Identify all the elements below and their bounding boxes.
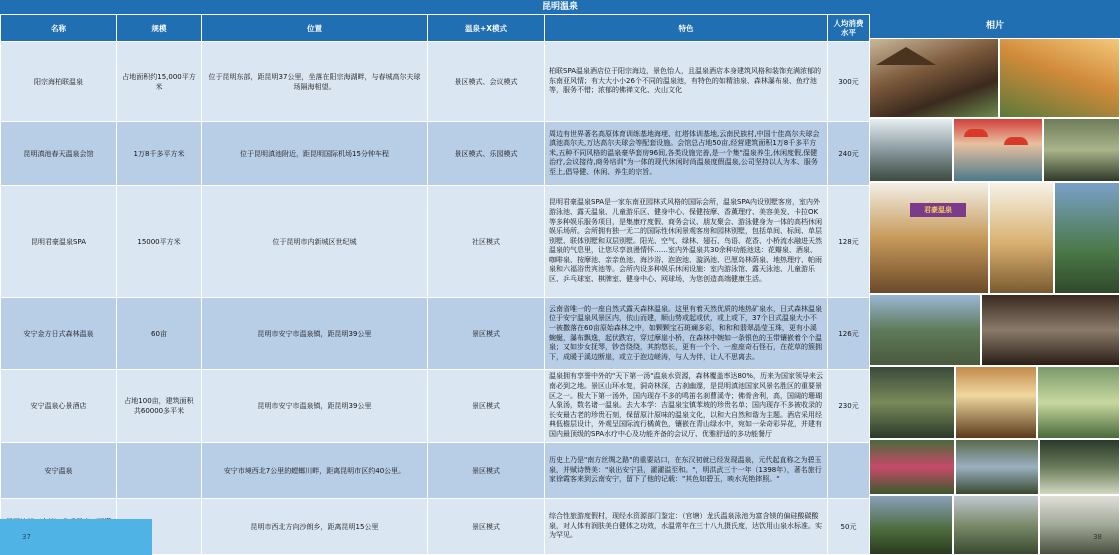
hot-spring-table xyxy=(0,14,870,555)
cell-price: 128元 xyxy=(828,186,870,298)
cell-mode: 社区模式 xyxy=(428,186,545,298)
header-feature: 特色 xyxy=(545,15,828,42)
cell-location: 昆明市安宁市温泉镇，距昆明39公里 xyxy=(202,298,428,370)
cell-name: 阳宗海柏联温泉 xyxy=(1,42,117,122)
table-row xyxy=(1,443,870,499)
header-location: 位置 xyxy=(202,15,428,42)
cell-name: 安宁金方日式森林温泉 xyxy=(1,298,117,370)
cell-price: 126元 xyxy=(828,298,870,370)
cell-price: 50元 xyxy=(828,499,870,555)
photo-junhao-palms xyxy=(1054,182,1120,294)
cell-price: 230元 xyxy=(828,370,870,443)
cell-name: 安宁温泉 xyxy=(1,443,117,499)
cell-location: 位于昆明东部，距昆明37公里，坐落在阳宗海湖畔，与春城高尔夫球场隔海相望。 xyxy=(202,42,428,122)
photo-dianchi-building xyxy=(869,118,953,182)
cell-scale xyxy=(117,443,202,499)
cell-feature: 综合性旅游度假村，现经水资源部门鉴定：（官塘）龙氏温泉泳池为富含镁的偏硅酸碳酸泉，对人体有润肤美白健体之功效，水温常年在三十八九摄氏度，达饮用山泉水标准。实为罕见。 xyxy=(545,499,828,555)
cell-scale: 15000平方米 xyxy=(117,186,202,298)
header-name: 名称 xyxy=(1,15,117,42)
cell-location: 昆明市西北方向沙朗乡，距离昆明15公里 xyxy=(202,499,428,555)
cell-location: 昆明市安宁市温泉镇，距昆明39公里 xyxy=(202,370,428,443)
cell-feature: 历史上乃是"南方丝绸之路"的重要站口，在东汉初就已经发现温泉，元代起直称之为碧玉泉，并赋诗赞美："泉出安宁县，濯濯溢至和。"，明洪武三十一年（1398年），著名旅行家徐霞客来到云南安宁，留下了他的记载："其色如碧玉，映水光艳摔照。" xyxy=(545,443,828,499)
cell-feature: 云南省唯一的一座自然式露天森林温泉。这里有着天然优质的地热矿泉水，日式森林温泉位于安宁温泉风景区内，依山而建，顺山势或起或伏，或上或下，37个日式温泉大小不一被撒落在60亩原始森林之中，如颗颗宝石斑斓多彩，和和和翡翠晶莹玉珠，更有小溪蜿蜒，瀑布飘逸，起伏跌宕，穿过摩崖小桥，在森林中婉如一条银色的玉带镶嵌着个个温泉；又如步女抚琴，钞音绕绕，其韵悠长，更有一个个、一座座奇石怪石，在花草的簇拥下，成暖于溪边断崖，或立于泡边嵯涛，与人为伴，让人不思离去。 xyxy=(545,298,828,370)
photo-dianchi-garden xyxy=(1043,118,1120,182)
cell-price: 300元 xyxy=(828,42,870,122)
cell-mode: 景区模式 xyxy=(428,443,545,499)
page-number-left: 37 xyxy=(22,533,31,541)
photo-anning-pool xyxy=(955,439,1039,495)
page-footer-left xyxy=(0,519,152,555)
photo-xinjing-lobby xyxy=(955,366,1037,439)
cell-scale: 占地100亩，建筑面积共60000多平米 xyxy=(117,370,202,443)
photo-longshi-trees xyxy=(869,495,953,555)
photo-dianchi-pool xyxy=(953,118,1043,182)
cell-mode: 景区模式 xyxy=(428,298,545,370)
photo-anning-forest xyxy=(1039,439,1120,495)
cell-price: 240元 xyxy=(828,122,870,186)
cell-name: 昆明滇池春天温泉会馆 xyxy=(1,122,117,186)
photo-junhao-entrance xyxy=(869,182,989,294)
cell-scale: 占地面积约15,000平方米 xyxy=(117,42,202,122)
cell-price xyxy=(828,443,870,499)
cell-scale: 60亩 xyxy=(117,298,202,370)
table-row xyxy=(1,370,870,443)
header-row xyxy=(1,15,870,42)
cell-feature: 周边有世界著名高原体育训练基地海埂、红塔体训基地,云南民族村,中国十佳高尔夫球会滇池高尔夫,万达高尔夫球会等配套设施。会馆总占地50亩,经营建筑面积1万8千多平方米,五种不同风格的温泉豪华套房96间,各类设施完善,是一个集"温泉养生,休闲度假,保健治疗,会议接待,商务培训"为一体的现代休闲时尚温泉度假温泉,公司坚持以人为本、服务至上,倡导健、休闲、养生的宗旨。 xyxy=(545,122,828,186)
cell-mode: 景区模式 xyxy=(428,499,545,555)
cell-scale: 1万8千多平方米 xyxy=(117,122,202,186)
header-price: 人均消费水平 xyxy=(828,15,870,42)
cell-feature: 温泉拥有享誉中外的"天下第一汤"温泉水资源，森林覆盖率达80%，历来为国家领导来云南必到之地。景区山环水复，洞奇林深，古刹幽邃，是昆明滇池国家风景名胜区的重要景区之一。极大下第一汤外，国内现存不多的鸣笛名刹曹溪寺；佛骨舍利，高，国阔的珊瑚人象汤，数名诸一温泉。去大本学：吉温泉宝镇苯坡的珍贵名单；国内现存不多被收录的长安最古老的珍贵石刻，保留原汁原味的温泉文化，以和大自然和谐为主题。酒店采用经典低檐层设计，外观呈国际流行橘黄色，镶嵌在青山绿水中，宛如一朵奇彩异花，并建有国内最顶级的SPA水疗中心及功能齐备的会议厅、优雅舒适的多功能餐厅 xyxy=(545,370,828,443)
photo-sign: 君豪温泉 xyxy=(910,203,966,217)
table-row xyxy=(1,122,870,186)
photo-junhao-interior xyxy=(989,182,1054,294)
cell-mode: 景区模式、会议模式 xyxy=(428,42,545,122)
photos-column xyxy=(869,38,1120,555)
photo-anning-flowers xyxy=(869,439,955,495)
cell-feature: 柏联SPA温泉酒店位于阳宗海边，景色怡人，且温泉酒店本身建筑风格和装饰充满浓郁的东南亚风情；有大大小小26个不同的温泉池，有特色的如精油泉、森林瀑布泉、鱼疗池等，服务不错；浓郁的佛禅文化、火山文化 xyxy=(545,42,828,122)
cell-mode: 景区模式、乐园模式 xyxy=(428,122,545,186)
cell-feature: 昆明君豪温泉SPA是一家东南亚园林式风格的国际会所，温泉SPA内设别墅客房，室内外游泳池、露天温泉、儿童游乐区、健身中心、保健按摩、香薰理疗、美容美发、卡拉OK等多种娱乐服务项目，是集康疗度假、商务会议、朋友聚会、游泳健身为一体的高档休闲娱乐场所。会所拥有独一无二的国际性休闲景观客房和园林别墅，包括单间、标间、单层别墅、联体别墅和双层别墅。阳光、空气、绿林、翅石、鸟语、花香、小桥流水融进天然温泉的气息里，让您尽享浪漫情怀……室内外温泉共30余种功能池选：花瓣泉、酒泉、咖啡泉、按摩池、亲亲鱼池、海沙浴、泡泡池、漩涡池、巴厘岛林荫泉、地热理疗、帕雨泉和六福浴贵宾池等。会所内设多种娱乐休闲设施：室内游泳馆、露天泳池、儿童游乐区、乒乓球室、棋牌室、健身中心、网球场，为您创造高端健康生活。 xyxy=(545,186,828,298)
photo-xinjing-garden xyxy=(869,366,955,439)
table-row xyxy=(1,298,870,370)
cell-name: 安宁温泉心景酒店 xyxy=(1,370,117,443)
header-mode: 温泉+X模式 xyxy=(428,15,545,42)
photos-header: 相片 xyxy=(869,14,1120,38)
photo-bailian-garden xyxy=(999,38,1120,118)
cell-location: 安宁市境西北7公里的螳螂川畔，距离昆明市区约40公里。 xyxy=(202,443,428,499)
cell-mode: 景区模式 xyxy=(428,370,545,443)
photo-longshi-house xyxy=(1039,495,1120,555)
header-scale: 规模 xyxy=(117,15,202,42)
cell-location: 位于昆明滇池附近，距昆明国际机场15分钟车程 xyxy=(202,122,428,186)
sheet-title: 昆明温泉 xyxy=(0,0,1120,14)
table-row xyxy=(1,42,870,122)
photo-xinjing-pool xyxy=(1037,366,1120,439)
photo-bailian-villa xyxy=(869,38,999,118)
photo-longshi-pool xyxy=(953,495,1039,555)
photo-jinfang-forest xyxy=(869,294,981,366)
page-number-right: 38 xyxy=(1093,533,1102,541)
table-row xyxy=(1,186,870,298)
cell-name: 昆明君豪温泉SPA xyxy=(1,186,117,298)
cell-location: 位于昆明市内新城区世纪城 xyxy=(202,186,428,298)
photo-jinfang-rock-pool xyxy=(981,294,1120,366)
